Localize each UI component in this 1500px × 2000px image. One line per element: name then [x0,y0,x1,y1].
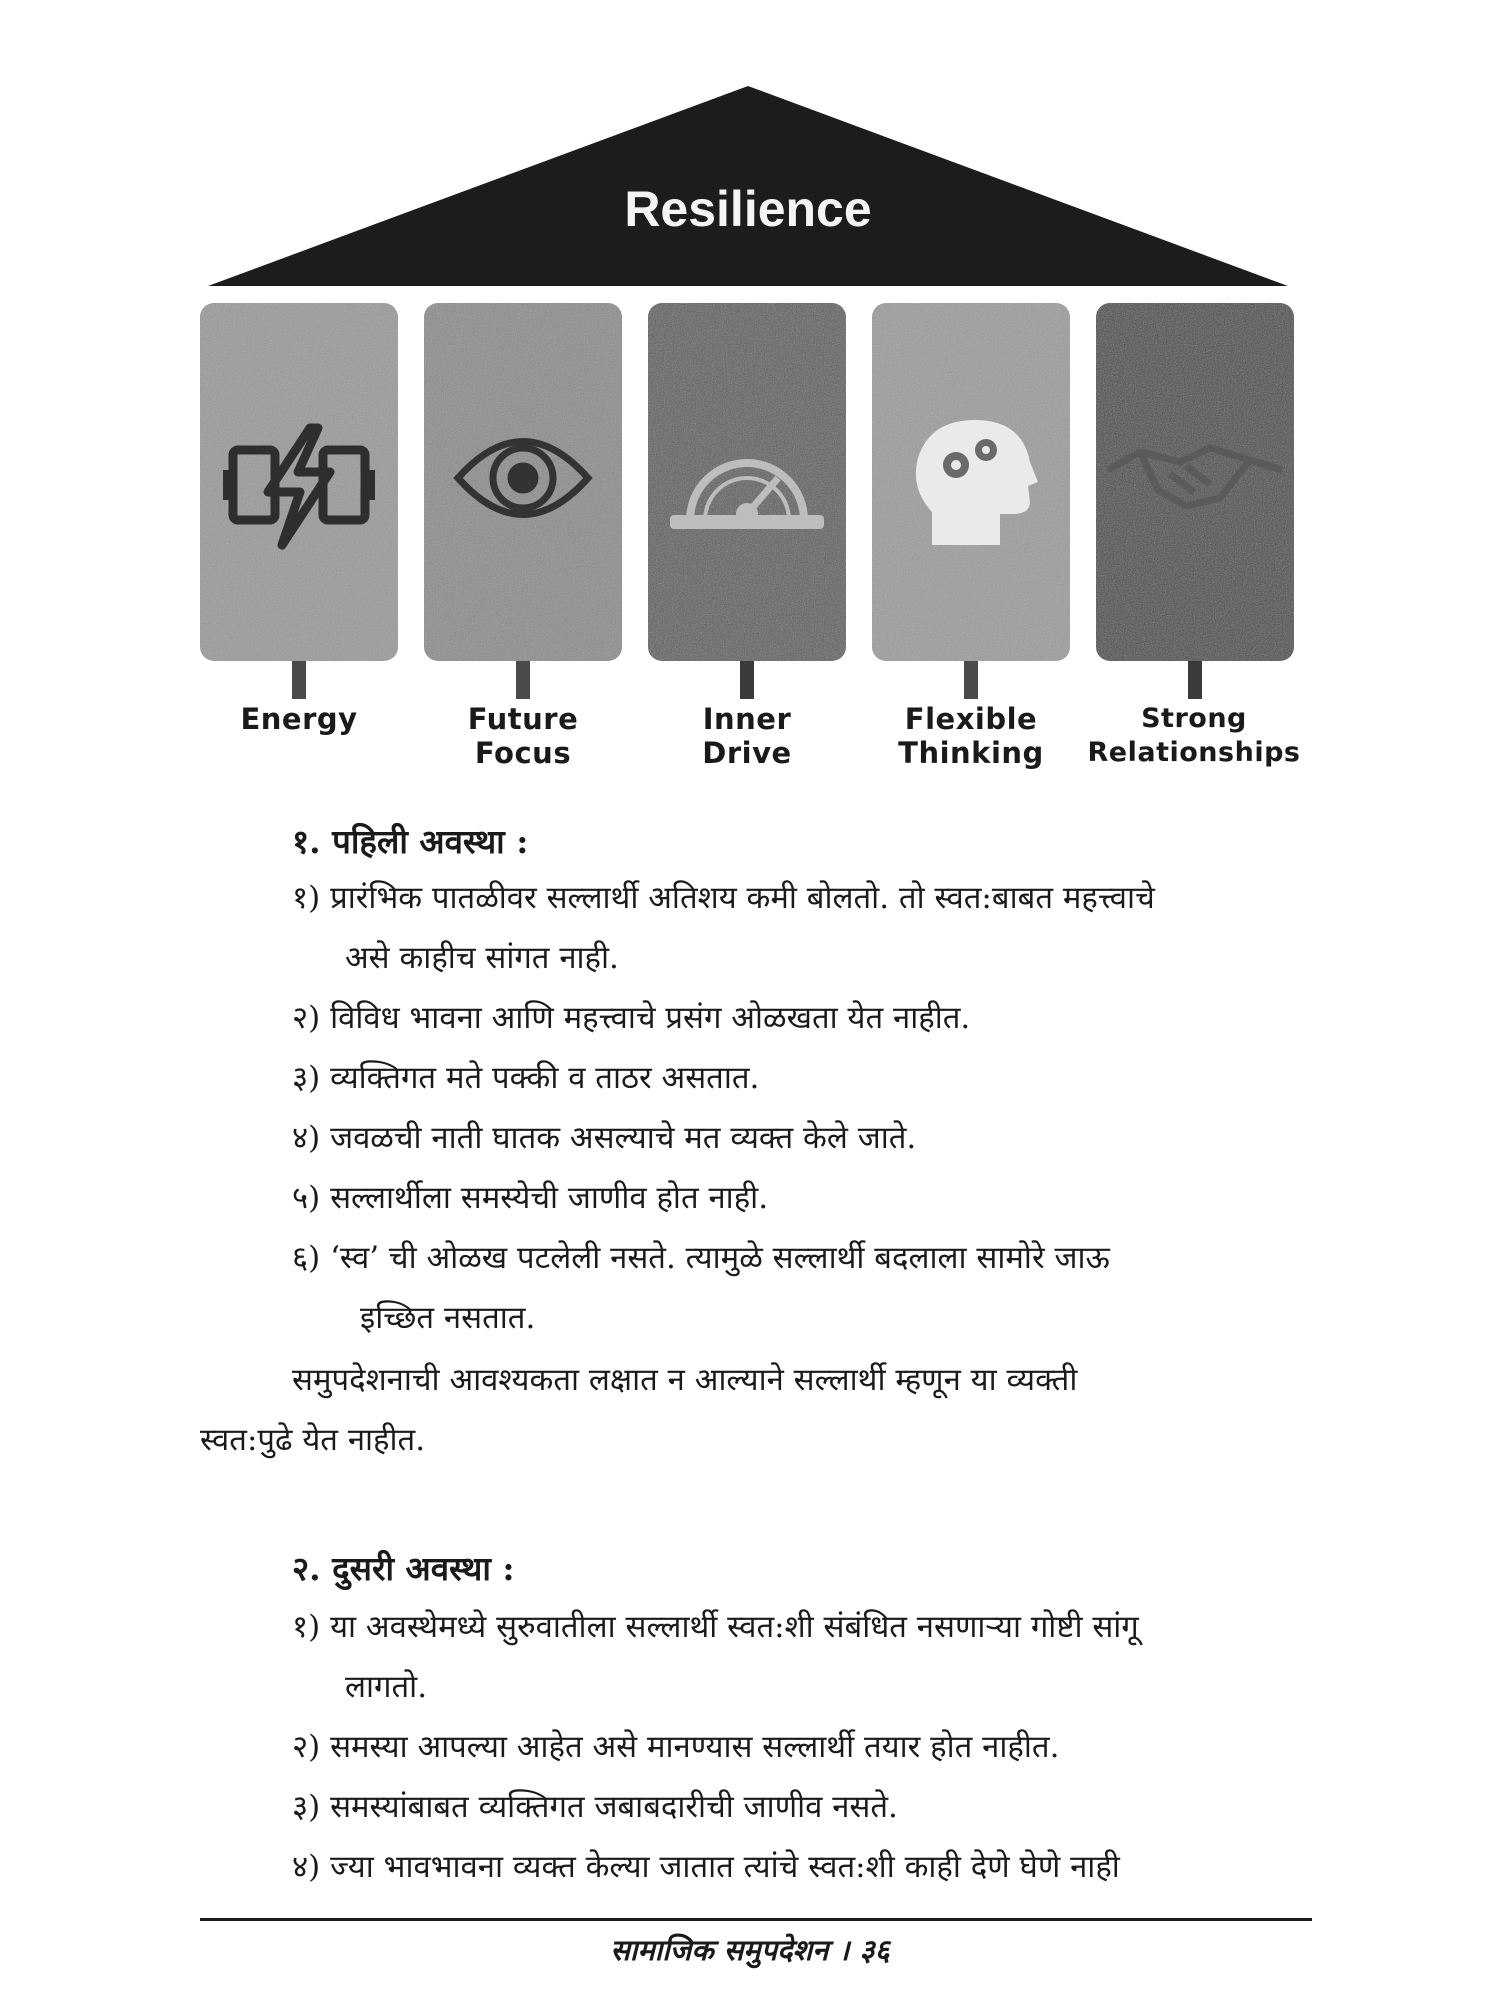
pillar-label-flexible-thinking: Flexible Thinking [898,702,1044,770]
section1-paragraph-line2: स्वत:पुढे येत नाहीत. [200,1422,426,1458]
section2-item-1-line2: लागतो. [345,1669,428,1705]
section1-item-6-line2: इच्छित नसतात. [360,1300,536,1336]
section2-item-2: २) समस्या आपल्या आहेत असे मानण्यास सल्लार्थी तयार होत नाहीत. [292,1729,1060,1765]
pillar-label-strong-relationships: Strong Relationships [1087,703,1301,768]
section1-paragraph-line1: समुपदेशनाची आवश्यकता लक्षात न आल्याने सल्लार्थी म्हणून या व्यक्ती [292,1362,1078,1398]
section1-item-4: ४) जवळची नाती घातक असल्याचे मत व्यक्त केले जाते. [292,1120,917,1156]
section1-item-3: ३) व्यक्तिगत मते पक्की व ताठर असतात. [292,1060,760,1096]
section1-item-6-line1: ६) ‘स्व’ ची ओळख पटलेली नसते. त्यामुळे सल्लार्थी बदलाला सामोरे जाऊ [292,1240,1110,1276]
pillar-label-future-focus: Future Focus [467,702,579,770]
footer-text: सामाजिक समुपदेशन । ३६ [610,1933,890,1967]
section1-heading: १. पहिली अवस्था : [292,822,529,861]
pillar-energy [200,303,398,699]
roof-title: Resilience [624,181,872,237]
section2-item-3: ३) समस्यांबाबत व्यक्तिगत जबाबदारीची जाणीव नसते. [292,1789,898,1825]
pillar-inner-drive [648,303,846,699]
pillar-flexible-thinking [872,303,1070,699]
section2-item-4: ४) ज्या भावभावना व्यक्त केल्या जातात त्यांचे स्वत:शी काही देणे घेणे नाही [292,1849,1120,1885]
section1-item-5: ५) सल्लार्थीला समस्येची जाणीव होत नाही. [292,1180,769,1216]
section2-item-1-line1: १) या अवस्थेमध्ये सुरुवातीला सल्लार्थी स्वत:शी संबंधित नसणाऱ्या गोष्टी सांगू [292,1609,1139,1645]
section1-item-2: २) विविध भावना आणि महत्त्वाचे प्रसंग ओळखता येत नाहीत. [292,1000,971,1036]
pillar-label-inner-drive: Inner Drive [702,702,792,770]
section2-heading: २. दुसरी अवस्था : [292,1549,515,1588]
section1-item-1-line2: असे काहीच सांगत नाही. [345,940,619,976]
footer [0,1930,1500,1969]
pillar-strong-relationships [1096,303,1294,699]
pillar-label-energy: Energy [240,702,358,736]
section1-item-1-line1: १) प्रारंभिक पातळीवर सल्लार्थी अतिशय कमी बोलतो. तो स्वत:बाबत महत्त्वाचे [292,880,1155,916]
resilience-house-diagram [0,0,1500,800]
footer-rule [200,1918,1312,1921]
pillar-future-focus [424,303,622,699]
